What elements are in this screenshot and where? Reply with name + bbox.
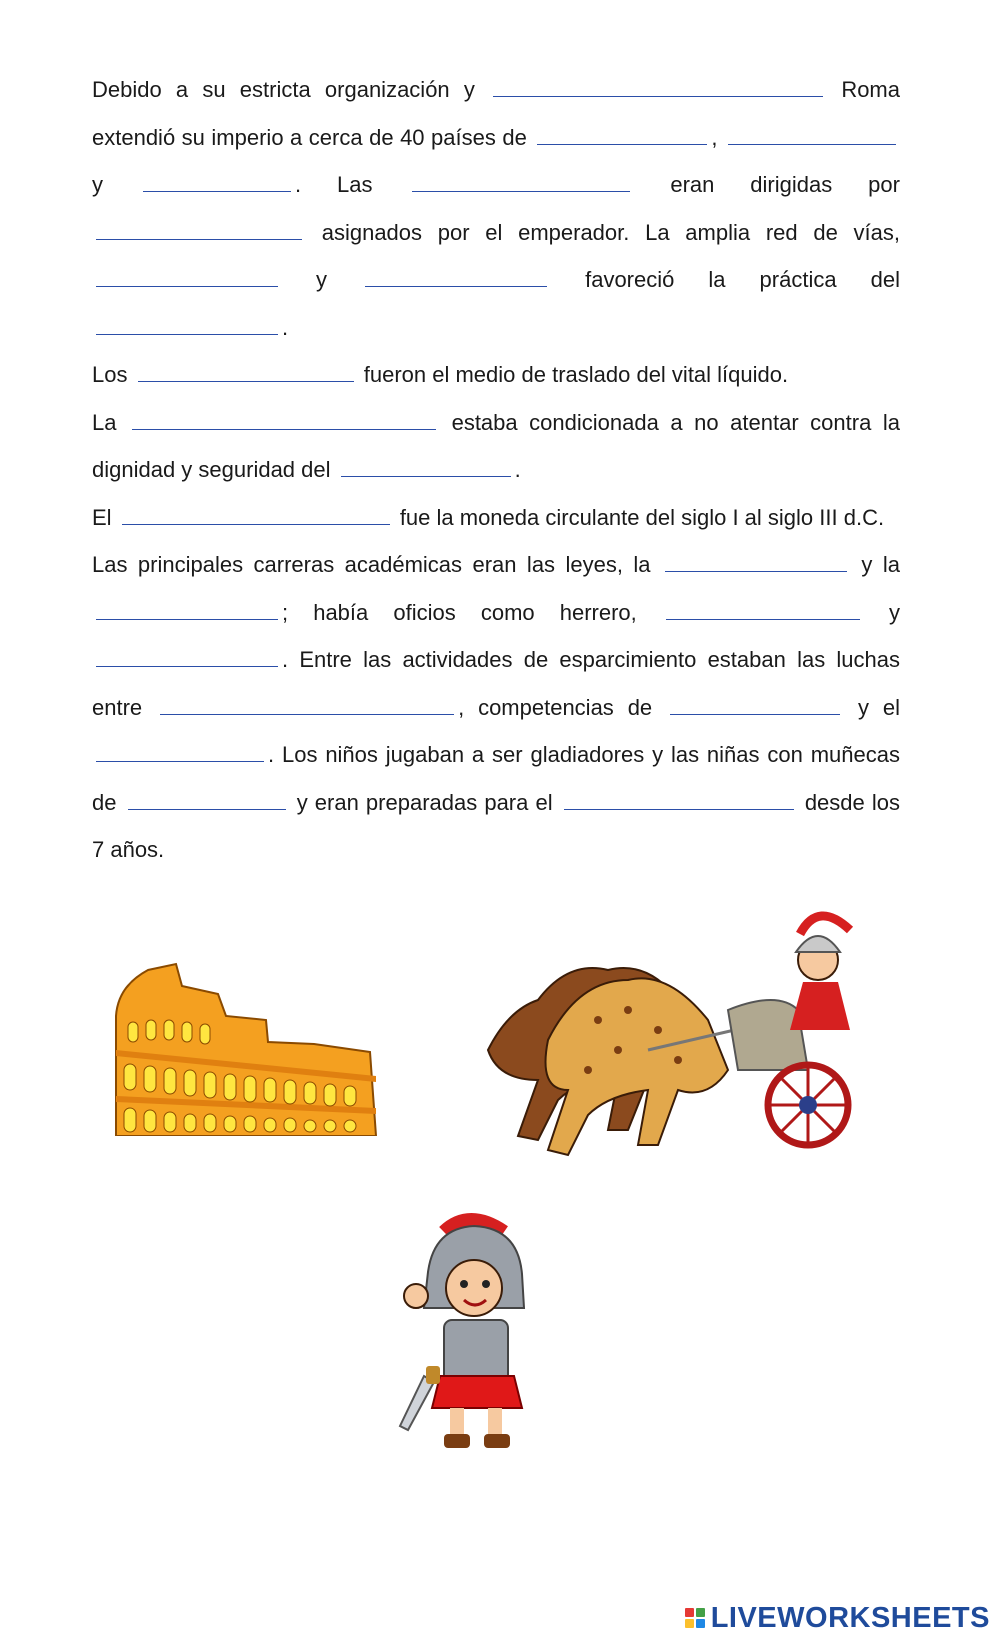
text-segment: . Las <box>294 172 373 197</box>
text-segment: La <box>92 409 117 435</box>
paragraph-5 <box>92 541 900 874</box>
text-segment: , <box>711 124 718 150</box>
text-segment: y la <box>861 552 900 577</box>
text-segment: eran dirigidas por <box>670 172 900 197</box>
text-segment: y <box>888 599 900 625</box>
text-segment: Debido a su estricta organización y <box>92 77 475 102</box>
answer-blank-19[interactable] <box>670 692 840 715</box>
answer-blank-22[interactable] <box>564 787 794 810</box>
answer-blank-8[interactable] <box>365 264 547 287</box>
worksheet-text <box>92 66 900 874</box>
text-segment: fueron el medio de traslado del vital líquido. <box>363 362 789 387</box>
text-segment: y <box>316 267 328 292</box>
text-segment: estaba condicionada a no atentar contra la dignidad y seguridad del <box>92 409 900 482</box>
answer-blank-13[interactable] <box>122 502 390 525</box>
chariot-image <box>478 900 868 1162</box>
paragraph-4 <box>92 494 900 542</box>
answer-blank-21[interactable] <box>128 787 286 810</box>
logo-text: LIVEWORKSHEETS <box>710 1601 990 1634</box>
text-segment: Roma extendió su imperio a cerca de 40 países de <box>92 77 900 150</box>
answer-blank-10[interactable] <box>138 359 354 382</box>
text-segment: y el <box>857 694 900 720</box>
liveworksheets-logo <box>685 1601 990 1635</box>
answer-blank-11[interactable] <box>132 407 436 430</box>
paragraph-1 <box>92 66 900 351</box>
text-segment: fue la moneda circulante del siglo I al siglo III d.C. <box>399 504 885 530</box>
text-segment: Los <box>92 362 128 387</box>
answer-blank-3[interactable] <box>728 122 896 145</box>
answer-blank-5[interactable] <box>412 169 630 192</box>
text-segment: . Entre las actividades de esparcimiento estaban las luchas entre <box>92 647 900 720</box>
answer-blank-6[interactable] <box>96 217 302 240</box>
answer-blank-4[interactable] <box>143 169 291 192</box>
text-segment: asignados por el emperador. La amplia red de vías, <box>321 219 900 245</box>
logo-grid-icon <box>685 1608 705 1628</box>
soldier-image <box>394 1212 544 1452</box>
text-segment: ; había oficios como herrero, <box>282 599 637 625</box>
paragraph-2 <box>92 351 900 399</box>
answer-blank-12[interactable] <box>341 454 511 477</box>
text-segment: Las principales carreras académicas eran las leyes, la <box>92 552 651 577</box>
answer-blank-20[interactable] <box>96 739 264 762</box>
text-segment: El <box>92 504 112 530</box>
text-segment: . <box>282 314 289 340</box>
answer-blank-15[interactable] <box>96 597 278 620</box>
answer-blank-2[interactable] <box>537 122 707 145</box>
text-segment: , competencias de <box>458 694 653 720</box>
answer-blank-18[interactable] <box>160 692 454 715</box>
answer-blank-14[interactable] <box>665 549 847 572</box>
paragraph-3 <box>92 399 900 494</box>
colosseum-image <box>108 958 382 1136</box>
text-segment: . Los niños jugaban a ser gladiadores y las niñas con muñecas de <box>92 742 900 815</box>
text-segment: favoreció la práctica del <box>585 267 900 292</box>
answer-blank-1[interactable] <box>493 74 823 97</box>
text-segment: . <box>514 457 521 482</box>
answer-blank-9[interactable] <box>96 312 278 335</box>
text-segment: y <box>92 172 103 197</box>
text-segment: y eran preparadas para el <box>296 789 553 815</box>
answer-blank-7[interactable] <box>96 264 278 287</box>
text-segment: desde los 7 años. <box>92 789 900 862</box>
answer-blank-16[interactable] <box>666 597 860 620</box>
answer-blank-17[interactable] <box>96 644 278 667</box>
